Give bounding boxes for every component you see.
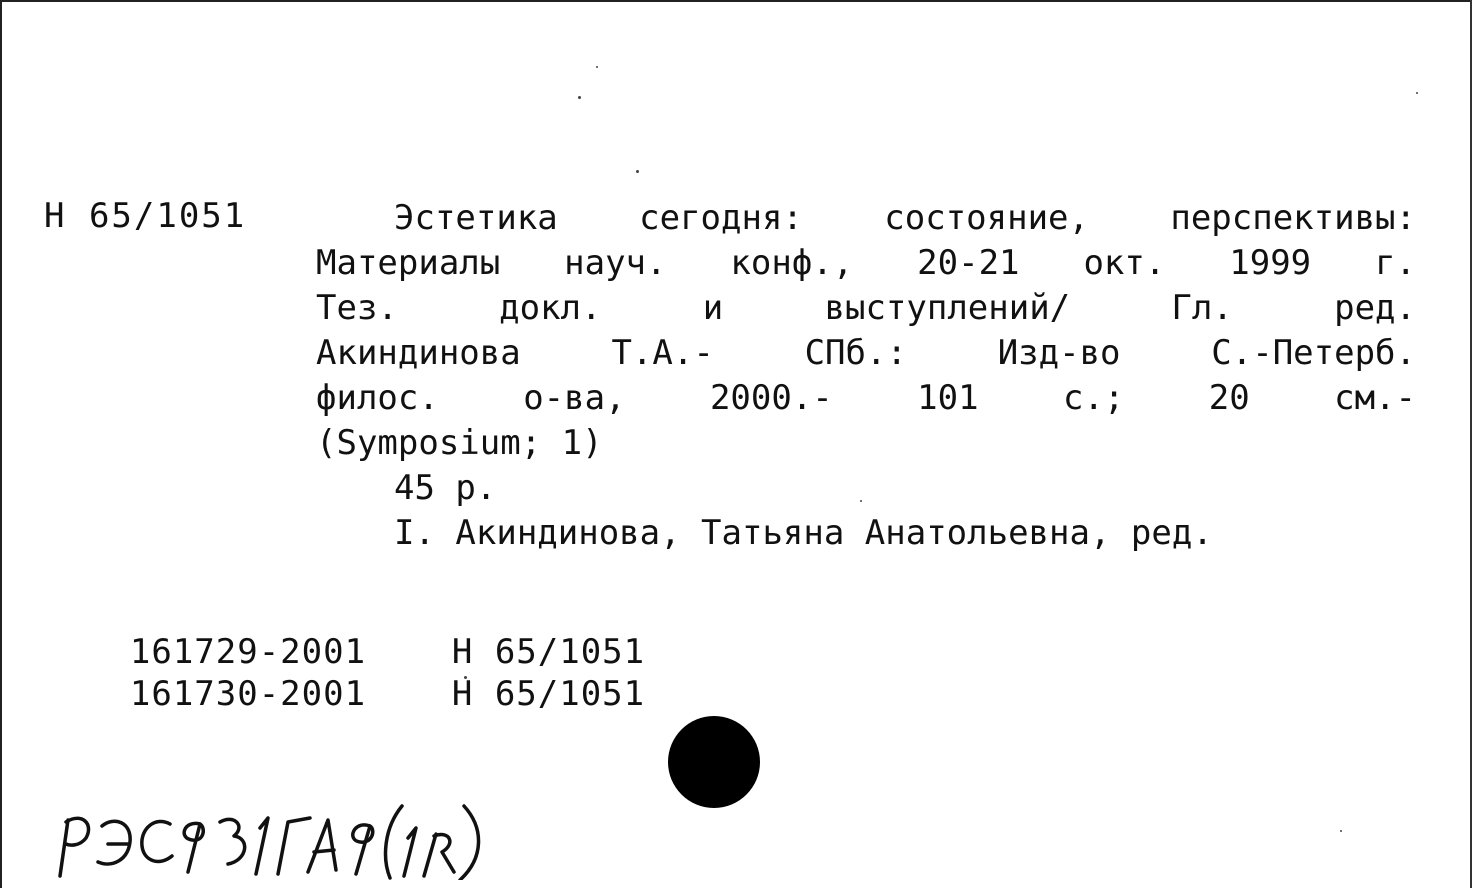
copy-shelf-mark: Н 65/1051 bbox=[451, 632, 646, 672]
description-line-editor: Тез. докл. и выступлений/ Гл. ред. bbox=[316, 288, 1416, 328]
punch-hole bbox=[668, 716, 760, 808]
scan-speck bbox=[1340, 830, 1342, 832]
description-line-added-entry: I. Акиндинова, Татьяна Анатольевна, ред. bbox=[394, 513, 1213, 553]
description-line-title: Эстетика сегодня: состояние, перспективы: bbox=[394, 198, 1416, 238]
inventory-number: 161730-2001 bbox=[129, 674, 367, 714]
description-line-series: (Symposium; 1) bbox=[316, 423, 603, 463]
shelf-mark: Н 65/1051 bbox=[44, 196, 247, 236]
copy-record bbox=[44, 634, 645, 754]
scan-speck bbox=[578, 96, 581, 99]
inventory-number: 161729-2001 bbox=[129, 632, 367, 672]
card-edge-left bbox=[0, 0, 2, 888]
card-edge-top bbox=[0, 0, 1472, 2]
scan-speck bbox=[636, 170, 639, 173]
scan-speck bbox=[596, 66, 598, 68]
handwritten-note-signature bbox=[52, 798, 502, 880]
scan-speck bbox=[1416, 92, 1418, 94]
description-line-conference: Материалы науч. конф., 20-21 окт. 1999 г. bbox=[316, 243, 1416, 283]
bibliographic-description bbox=[316, 196, 1416, 556]
description-line-physical: филос. о-ва, 2000.- 101 с.; 20 см.- bbox=[316, 378, 1416, 418]
description-line-price: 45 р. bbox=[394, 468, 497, 508]
description-line-publisher: Акиндинова Т.А.- СПб.: Изд-во С.-Петерб. bbox=[316, 333, 1416, 373]
copy-shelf-mark: Н 65/1051 bbox=[451, 674, 646, 714]
